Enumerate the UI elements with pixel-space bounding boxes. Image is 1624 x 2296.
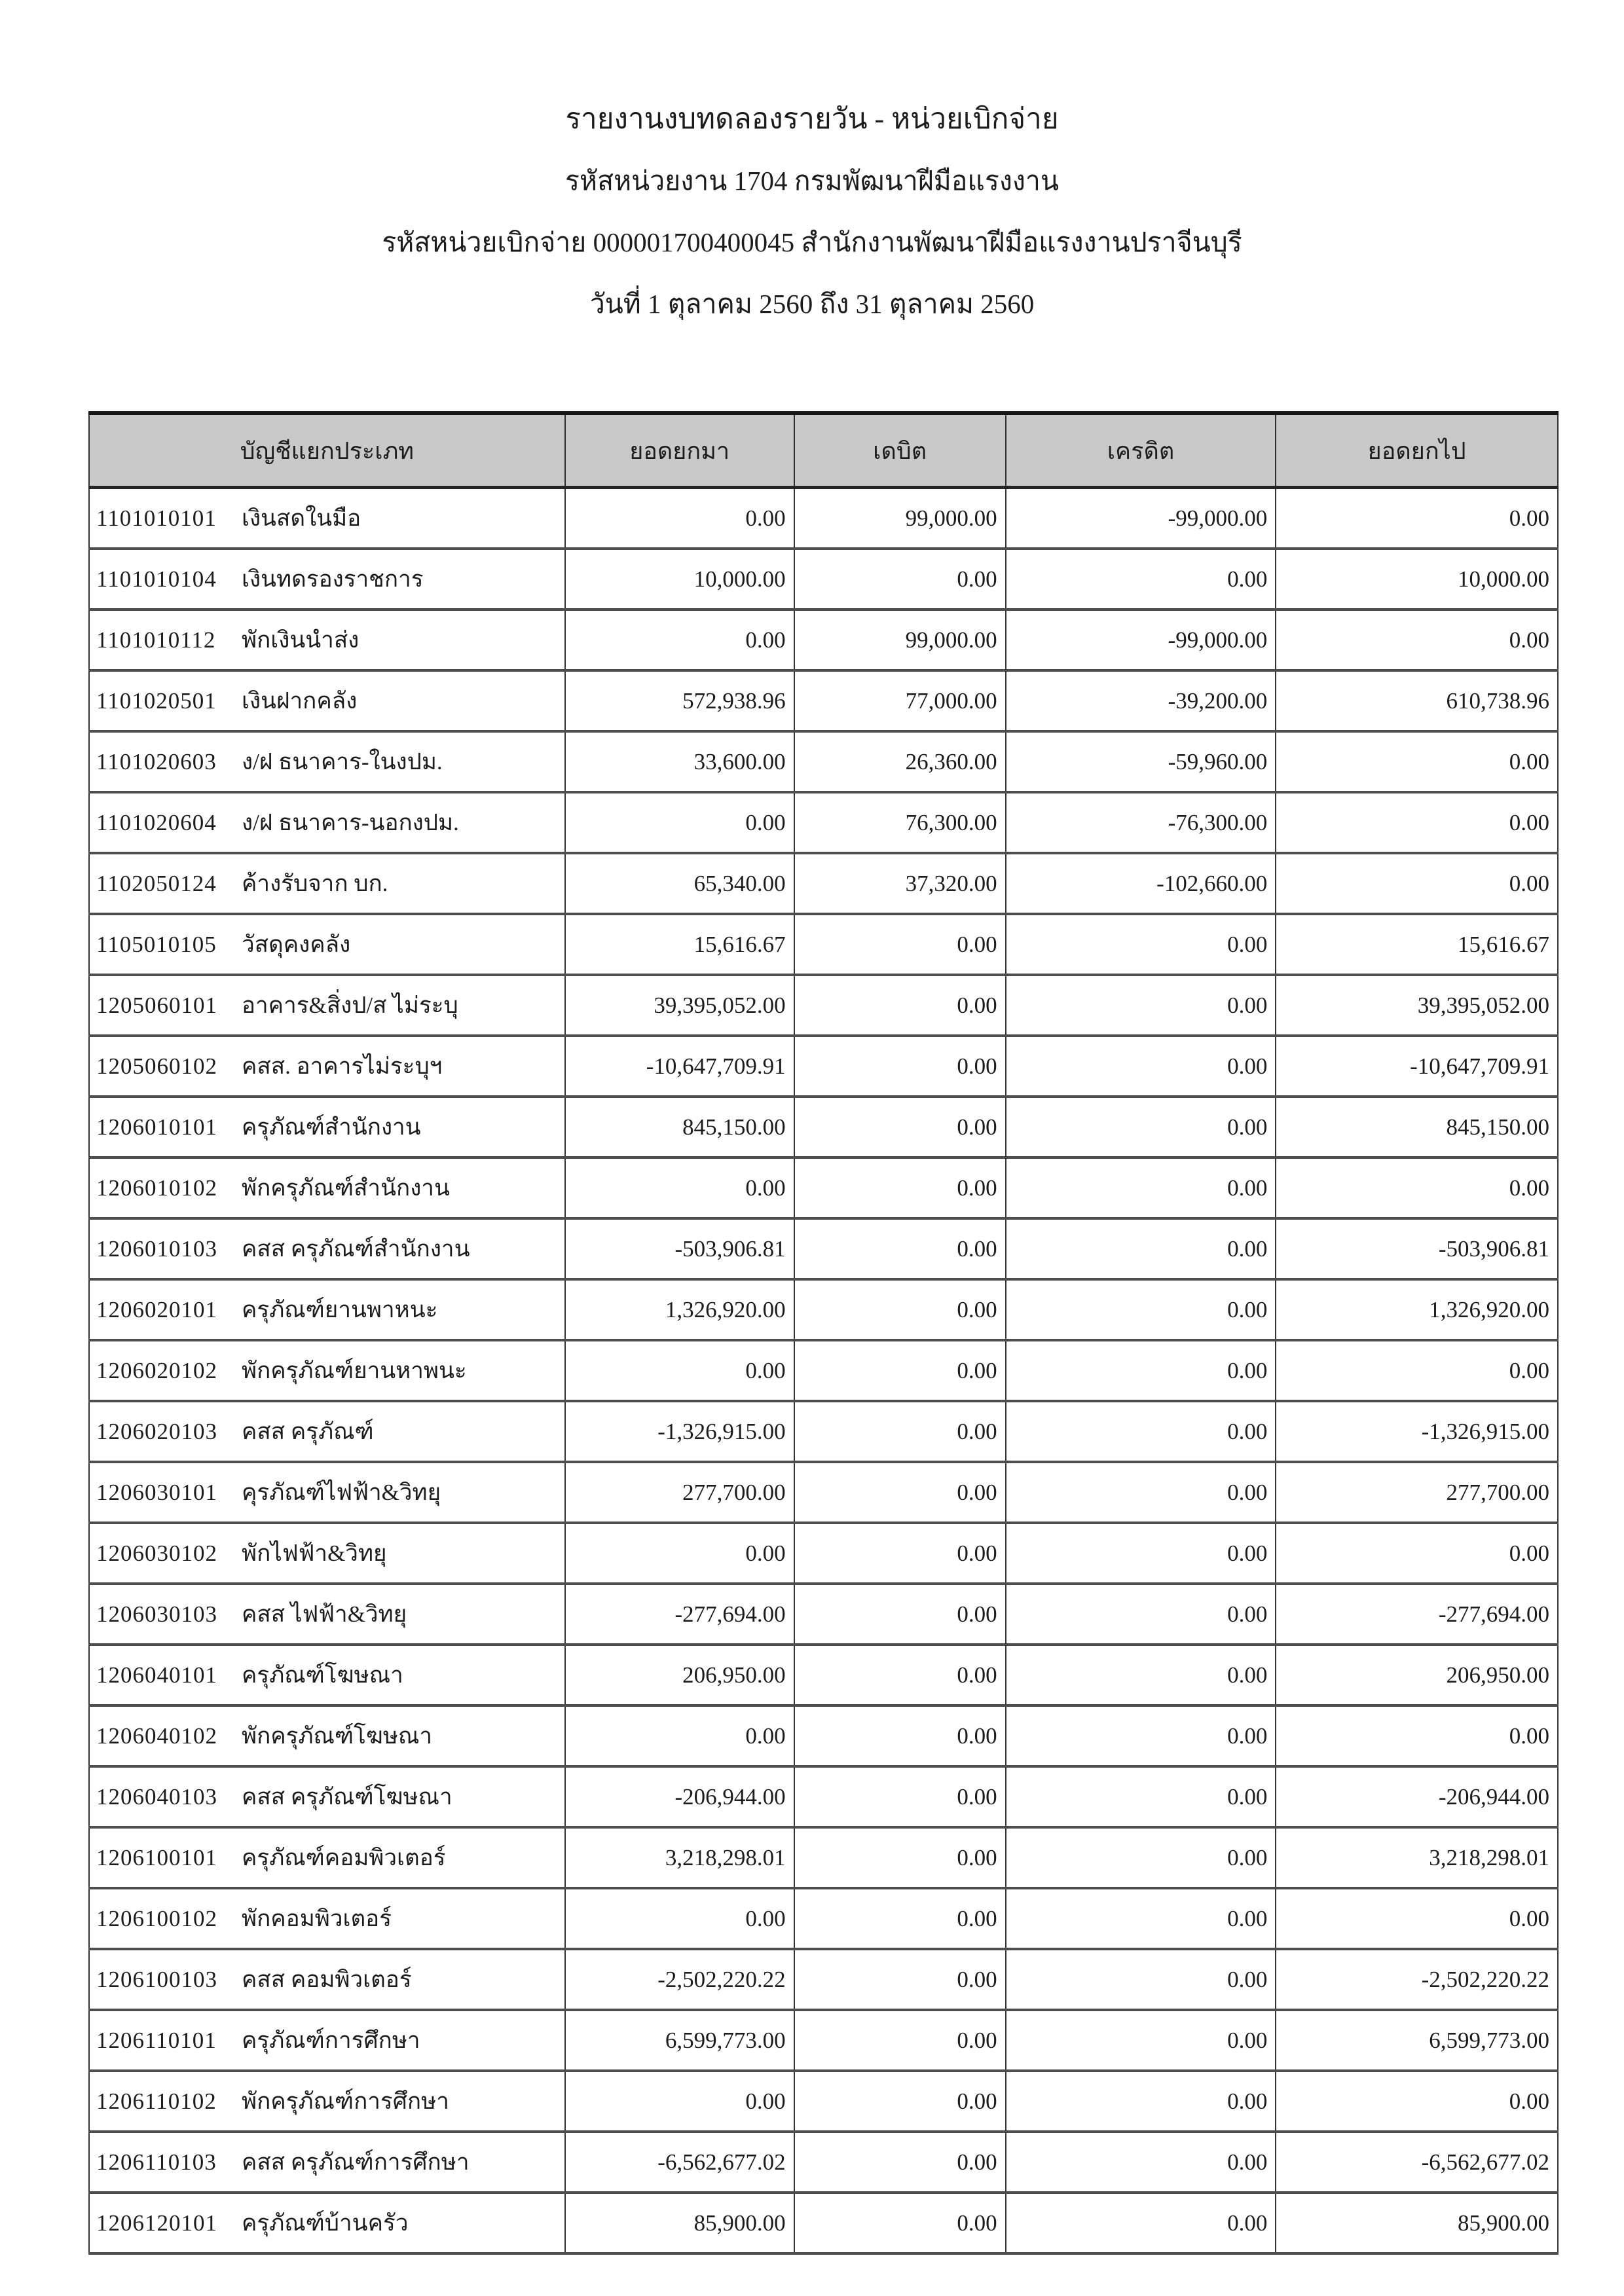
table-row (89, 1279, 1558, 1340)
table-row (89, 2132, 1558, 2193)
account-name: คสส ไฟฟ้า&วิทยุ (242, 1601, 407, 1627)
balance-carried-forward-value: 85,900.00 (1276, 2193, 1558, 2253)
table-row (89, 1645, 1558, 1705)
table-row (89, 1705, 1558, 1766)
account-cell (89, 792, 565, 853)
debit-value: 99,000.00 (794, 488, 1006, 549)
table-row (89, 1949, 1558, 2010)
balance-brought-forward-value: 65,340.00 (565, 853, 794, 914)
report-header (0, 103, 1624, 350)
balance-carried-forward-value: 845,150.00 (1276, 1097, 1558, 1157)
account-name: ครุภัณฑ์โฆษณา (242, 1662, 403, 1688)
balance-brought-forward-value: 845,150.00 (565, 1097, 794, 1157)
debit-value: 0.00 (794, 1949, 1006, 2010)
debit-value: 0.00 (794, 1097, 1006, 1157)
debit-value: 0.00 (794, 1036, 1006, 1097)
account-cell (89, 1888, 565, 1949)
account-name: พักไฟฟ้า&วิทยุ (242, 1540, 387, 1566)
account-cell (89, 1766, 565, 1827)
credit-value: 0.00 (1006, 1097, 1276, 1157)
table-body (89, 488, 1558, 2254)
account-name: คสส ครุภัณฑ์สำนักงาน (242, 1236, 470, 1262)
balance-carried-forward-value: 0.00 (1276, 1705, 1558, 1766)
account-cell (89, 1462, 565, 1523)
balance-brought-forward-value: 0.00 (565, 792, 794, 853)
account-name: พักเงินนำส่ง (242, 627, 360, 653)
date-range-line: วันที่ 1 ตุลาคม 2560 ถึง 31 ตุลาคม 2560 (589, 289, 1035, 319)
trial-balance-table (88, 411, 1559, 2255)
account-name: พักครุภัณฑ์การศึกษา (242, 2088, 449, 2114)
debit-value: 0.00 (794, 1523, 1006, 1584)
account-code: 1102050124 (96, 871, 217, 896)
balance-carried-forward-value: 277,700.00 (1276, 1462, 1558, 1523)
account-name: เงินสดในมือ (242, 505, 361, 531)
balance-carried-forward-value: 39,395,052.00 (1276, 975, 1558, 1036)
balance-brought-forward-value: 206,950.00 (565, 1645, 794, 1705)
balance-brought-forward-value: 33,600.00 (565, 731, 794, 792)
balance-brought-forward-value: 10,000.00 (565, 549, 794, 610)
balance-brought-forward-value: 85,900.00 (565, 2193, 794, 2253)
balance-carried-forward-value: 0.00 (1276, 853, 1558, 914)
account-name: คุรภัณฑ์ไฟฟ้า&วิทยุ (242, 1480, 441, 1505)
table-row (89, 853, 1558, 914)
table-row (89, 2010, 1558, 2071)
balance-carried-forward-value: 0.00 (1276, 1157, 1558, 1218)
balance-carried-forward-value: 1,326,920.00 (1276, 1279, 1558, 1340)
credit-value: 0.00 (1006, 1949, 1276, 2010)
account-cell (89, 1401, 565, 1462)
account-name: คสส คอมพิวเตอร์ (242, 1967, 412, 1992)
debit-value: 37,320.00 (794, 853, 1006, 914)
account-cell (89, 731, 565, 792)
debit-value: 0.00 (794, 2071, 1006, 2132)
debit-value: 0.00 (794, 1462, 1006, 1523)
debit-value: 0.00 (794, 1401, 1006, 1462)
account-cell (89, 1949, 565, 2010)
table-row (89, 731, 1558, 792)
debit-value: 0.00 (794, 1157, 1006, 1218)
balance-carried-forward-value: 0.00 (1276, 731, 1558, 792)
credit-value: 0.00 (1006, 1766, 1276, 1827)
debit-value: 76,300.00 (794, 792, 1006, 853)
account-name: พักครุภัณฑ์โฆษณา (242, 1723, 433, 1749)
balance-brought-forward-value: 39,395,052.00 (565, 975, 794, 1036)
account-cell (89, 914, 565, 975)
account-cell (89, 975, 565, 1036)
balance-brought-forward-value: 0.00 (565, 1157, 794, 1218)
account-code: 1206040101 (96, 1662, 217, 1688)
table-row (89, 488, 1558, 549)
credit-value: -102,660.00 (1006, 853, 1276, 914)
credit-value: -99,000.00 (1006, 488, 1276, 549)
account-code: 1206010101 (96, 1114, 217, 1140)
account-cell (89, 488, 565, 549)
balance-carried-forward-value: -206,944.00 (1276, 1766, 1558, 1827)
table-row (89, 975, 1558, 1036)
credit-value: 0.00 (1006, 1462, 1276, 1523)
table-row (89, 2193, 1558, 2253)
debit-value: 99,000.00 (794, 610, 1006, 670)
balance-brought-forward-value: -503,906.81 (565, 1218, 794, 1279)
account-code: 1206010103 (96, 1236, 217, 1262)
column-header-balance-brought-forward: ยอดยกมา (565, 413, 794, 488)
account-code: 1101010112 (96, 627, 216, 653)
table-row (89, 1340, 1558, 1401)
account-cell (89, 2193, 565, 2253)
table-row (89, 1766, 1558, 1827)
account-cell (89, 1584, 565, 1645)
balance-brought-forward-value: 0.00 (565, 2071, 794, 2132)
table-row (89, 1401, 1558, 1462)
table-row (89, 549, 1558, 610)
account-name: ครุภัณฑ์บ้านครัว (242, 2210, 409, 2236)
account-name: ค้างรับจาก บก. (242, 871, 388, 896)
credit-value: 0.00 (1006, 1827, 1276, 1888)
account-cell (89, 610, 565, 670)
account-cell (89, 1340, 565, 1401)
credit-value: 0.00 (1006, 2010, 1276, 2071)
account-code: 1206020102 (96, 1358, 217, 1383)
credit-value: 0.00 (1006, 2193, 1276, 2253)
balance-brought-forward-value: 572,938.96 (565, 670, 794, 731)
account-name: พักคอมพิวเตอร์ (242, 1906, 392, 1931)
debit-value: 0.00 (794, 2132, 1006, 2193)
table-row (89, 1827, 1558, 1888)
credit-value: -59,960.00 (1006, 731, 1276, 792)
account-name: คสส ครุภัณฑ์การศึกษา (242, 2149, 470, 2175)
balance-carried-forward-value: 0.00 (1276, 488, 1558, 549)
account-cell (89, 1036, 565, 1097)
balance-carried-forward-value: -503,906.81 (1276, 1218, 1558, 1279)
balance-carried-forward-value: -10,647,709.91 (1276, 1036, 1558, 1097)
table-row (89, 1097, 1558, 1157)
table-row (89, 1218, 1558, 1279)
account-code: 1206110101 (96, 2028, 217, 2053)
balance-brought-forward-value: -277,694.00 (565, 1584, 794, 1645)
balance-carried-forward-value: -2,502,220.22 (1276, 1949, 1558, 2010)
credit-value: 0.00 (1006, 1340, 1276, 1401)
debit-value: 0.00 (794, 2193, 1006, 2253)
account-cell (89, 2010, 565, 2071)
debit-value: 0.00 (794, 975, 1006, 1036)
account-code: 1206100102 (96, 1906, 217, 1931)
account-cell (89, 1705, 565, 1766)
account-code: 1206030103 (96, 1601, 217, 1627)
balance-brought-forward-value: 6,599,773.00 (565, 2010, 794, 2071)
credit-value: 0.00 (1006, 975, 1276, 1036)
credit-value: 0.00 (1006, 1218, 1276, 1279)
account-name: ง/ฝ ธนาคาร-นอกงปม. (242, 810, 459, 835)
credit-value: 0.00 (1006, 1705, 1276, 1766)
account-name: คสส. อาคารไม่ระบุฯ (242, 1053, 443, 1079)
table-row (89, 1157, 1558, 1218)
debit-value: 0.00 (794, 549, 1006, 610)
balance-brought-forward-value: -10,647,709.91 (565, 1036, 794, 1097)
column-header-debit: เดบิต (794, 413, 1006, 488)
account-code: 1206020101 (96, 1297, 217, 1322)
account-name: พักครุภัณฑ์สำนักงาน (242, 1175, 450, 1201)
table-row (89, 1888, 1558, 1949)
debit-value: 0.00 (794, 1340, 1006, 1401)
credit-value: 0.00 (1006, 914, 1276, 975)
account-cell (89, 2071, 565, 2132)
balance-carried-forward-value: 0.00 (1276, 1340, 1558, 1401)
balance-carried-forward-value: 10,000.00 (1276, 549, 1558, 610)
credit-value: 0.00 (1006, 1279, 1276, 1340)
debit-value: 0.00 (794, 1827, 1006, 1888)
balance-brought-forward-value: 0.00 (565, 1340, 794, 1401)
credit-value: 0.00 (1006, 1584, 1276, 1645)
debit-value: 0.00 (794, 1705, 1006, 1766)
account-code: 1101020603 (96, 749, 217, 774)
balance-carried-forward-value: 0.00 (1276, 2071, 1558, 2132)
balance-brought-forward-value: 0.00 (565, 488, 794, 549)
credit-value: -39,200.00 (1006, 670, 1276, 731)
balance-brought-forward-value: 277,700.00 (565, 1462, 794, 1523)
balance-carried-forward-value: 0.00 (1276, 610, 1558, 670)
balance-carried-forward-value: 206,950.00 (1276, 1645, 1558, 1705)
account-code: 1206030101 (96, 1480, 217, 1505)
balance-brought-forward-value: -6,562,677.02 (565, 2132, 794, 2193)
credit-value: -76,300.00 (1006, 792, 1276, 853)
account-name: คสส ครุภัณฑ์โฆษณา (242, 1784, 452, 1810)
debit-value: 0.00 (794, 2010, 1006, 2071)
balance-carried-forward-value: 15,616.67 (1276, 914, 1558, 975)
account-cell (89, 670, 565, 731)
balance-carried-forward-value: 3,218,298.01 (1276, 1827, 1558, 1888)
balance-carried-forward-value: 0.00 (1276, 792, 1558, 853)
credit-value: 0.00 (1006, 1401, 1276, 1462)
account-cell (89, 1218, 565, 1279)
account-cell (89, 1279, 565, 1340)
account-name: พักครุภัณฑ์ยานหาพนะ (242, 1358, 467, 1383)
table-row (89, 914, 1558, 975)
credit-value: 0.00 (1006, 1036, 1276, 1097)
account-code: 1101010101 (96, 505, 217, 531)
credit-value: 0.00 (1006, 1888, 1276, 1949)
account-cell (89, 2132, 565, 2193)
credit-value: 0.00 (1006, 1157, 1276, 1218)
account-cell (89, 1645, 565, 1705)
debit-value: 0.00 (794, 1645, 1006, 1705)
account-code: 1206120101 (96, 2210, 217, 2236)
debit-value: 0.00 (794, 1766, 1006, 1827)
balance-brought-forward-value: 15,616.67 (565, 914, 794, 975)
debit-value: 0.00 (794, 1888, 1006, 1949)
column-header-balance-carried-forward: ยอดยกไป (1276, 413, 1558, 488)
balance-brought-forward-value: 0.00 (565, 1888, 794, 1949)
account-code: 1205060102 (96, 1053, 217, 1079)
disbursement-unit-line: รหัสหน่วยเบิกจ่าย 000001700400045 สำนักงานพัฒนาฝีมือแรงงานปราจีนบุรี (382, 227, 1242, 257)
balance-brought-forward-value: -206,944.00 (565, 1766, 794, 1827)
table-row (89, 792, 1558, 853)
account-code: 1206040103 (96, 1784, 217, 1810)
agency-code-line: รหัสหน่วยงาน 1704 กรมพัฒนาฝีมือแรงงาน (565, 166, 1059, 196)
table-row (89, 1523, 1558, 1584)
debit-value: 26,360.00 (794, 731, 1006, 792)
balance-brought-forward-value: 3,218,298.01 (565, 1827, 794, 1888)
balance-carried-forward-value: 0.00 (1276, 1888, 1558, 1949)
report-title: รายงานงบทดลองรายวัน - หน่วยเบิกจ่าย (565, 103, 1059, 135)
account-code: 1206110102 (96, 2088, 217, 2114)
balance-brought-forward-value: 0.00 (565, 1705, 794, 1766)
credit-value: 0.00 (1006, 1523, 1276, 1584)
balance-brought-forward-value: 0.00 (565, 610, 794, 670)
column-header-credit: เครดิต (1006, 413, 1276, 488)
balance-brought-forward-value: -2,502,220.22 (565, 1949, 794, 2010)
credit-value: 0.00 (1006, 2132, 1276, 2193)
account-code: 1206010102 (96, 1175, 217, 1201)
account-code: 1206040102 (96, 1723, 217, 1749)
account-name: เงินทดรองราชการ (242, 566, 424, 592)
account-code: 1101010104 (96, 566, 217, 592)
account-name: ครุภัณฑ์สำนักงาน (242, 1114, 421, 1140)
account-name: คสส ครุภัณฑ์ (242, 1419, 374, 1444)
credit-value: 0.00 (1006, 549, 1276, 610)
account-name: ครุภัณฑ์การศึกษา (242, 2028, 420, 2053)
account-code: 1205060101 (96, 993, 217, 1018)
account-code: 1105010105 (96, 932, 217, 957)
credit-value: -99,000.00 (1006, 610, 1276, 670)
debit-value: 0.00 (794, 1218, 1006, 1279)
account-code: 1101020501 (96, 688, 217, 714)
table-row (89, 1036, 1558, 1097)
account-cell (89, 1827, 565, 1888)
account-name: เงินฝากคลัง (242, 688, 358, 714)
table-header (89, 413, 1558, 488)
account-code: 1206100101 (96, 1845, 217, 1870)
account-code: 1206110103 (96, 2149, 217, 2175)
table-row (89, 1462, 1558, 1523)
table-row (89, 1584, 1558, 1645)
balance-brought-forward-value: 0.00 (565, 1523, 794, 1584)
balance-carried-forward-value: 6,599,773.00 (1276, 2010, 1558, 2071)
account-name: วัสดุคงคลัง (242, 932, 351, 957)
balance-brought-forward-value: -1,326,915.00 (565, 1401, 794, 1462)
balance-carried-forward-value: -6,562,677.02 (1276, 2132, 1558, 2193)
account-code: 1206020103 (96, 1419, 217, 1444)
table-row (89, 670, 1558, 731)
account-name: อาคาร&สิ่งป/ส ไม่ระบุ (242, 993, 458, 1018)
debit-value: 0.00 (794, 1279, 1006, 1340)
account-cell (89, 1157, 565, 1218)
credit-value: 0.00 (1006, 2071, 1276, 2132)
account-code: 1206100103 (96, 1967, 217, 1992)
balance-carried-forward-value: -277,694.00 (1276, 1584, 1558, 1645)
account-code: 1206030102 (96, 1540, 217, 1566)
column-header-account: บัญชีแยกประเภท (89, 413, 565, 488)
account-name: ครุภัณฑ์คอมพิวเตอร์ (242, 1845, 446, 1870)
balance-carried-forward-value: 0.00 (1276, 1523, 1558, 1584)
debit-value: 77,000.00 (794, 670, 1006, 731)
balance-brought-forward-value: 1,326,920.00 (565, 1279, 794, 1340)
account-cell (89, 549, 565, 610)
credit-value: 0.00 (1006, 1645, 1276, 1705)
account-name: ครุภัณฑ์ยานพาหนะ (242, 1297, 438, 1322)
table-row (89, 610, 1558, 670)
account-cell (89, 1097, 565, 1157)
table-header-row (89, 413, 1558, 488)
account-name: ง/ฝ ธนาคาร-ในงปม. (242, 749, 443, 774)
balance-carried-forward-value: -1,326,915.00 (1276, 1401, 1558, 1462)
table-row (89, 2071, 1558, 2132)
account-code: 1101020604 (96, 810, 217, 835)
account-cell (89, 853, 565, 914)
debit-value: 0.00 (794, 1584, 1006, 1645)
account-cell (89, 1523, 565, 1584)
balance-carried-forward-value: 610,738.96 (1276, 670, 1558, 731)
debit-value: 0.00 (794, 914, 1006, 975)
